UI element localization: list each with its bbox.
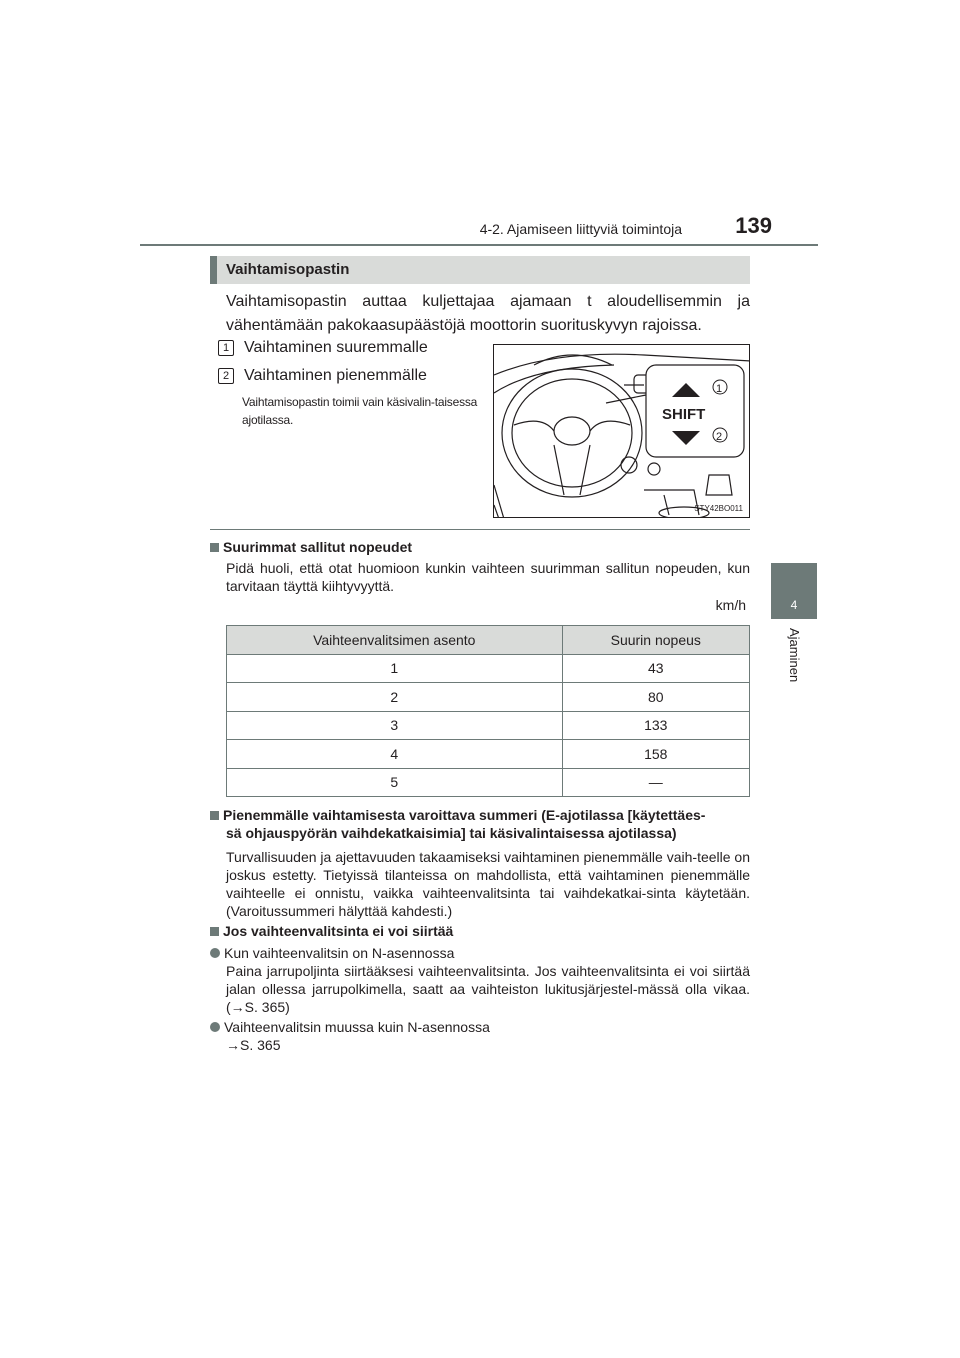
buzzer-text: Turvallisuuden ja ajettavuuden takaamiseksi vaihtaminen pienemmälle vaih-teelle on joskus estetty. Tietyissä tilanteissa on mahdollista, että vaihtaminen pienemmälle vaihteelle ei onnistu, vaikka vaihteenvalitsinta tai vaihdekatkai-sinta käytetään. (Varoitussummeri hälyttää kahdesti.) <box>226 849 750 919</box>
stuck-bullet-2-title: Vaihteenvalitsin muussa kuin N-asennossa <box>210 1018 750 1036</box>
item-label: Vaihtaminen pienemmälle <box>244 367 427 384</box>
page-header <box>140 213 818 246</box>
intro-text: Vaihtamisopastin auttaa kuljettajaa ajamaan t aloudellisemmin ja vähentämään pakokaasupäästöjä moottorin suorituskyvyn rajoissa. <box>226 293 750 334</box>
stuck-bullet-2-text: →S. 365 <box>226 1037 281 1053</box>
number-badge: 1 <box>218 340 234 356</box>
callout-up: 1 <box>716 383 723 395</box>
number-badge: 2 <box>218 368 234 384</box>
table-row <box>227 654 750 683</box>
table-cell: 1 <box>227 654 563 683</box>
buzzer-heading: Pienemmälle vaihtamisesta varoittava summeri (E-ajotilassa [käytettäes- sä ohjauspyörän vaihdekatkaisimia] tai käsivalintaisessa ajotilassa) <box>210 806 750 842</box>
table-row <box>227 740 750 769</box>
table-cell: 2 <box>227 683 563 712</box>
item-shift-up <box>218 339 428 357</box>
item-shift-down <box>218 367 427 385</box>
stuck-heading: Jos vaihteenvalitsinta ei voi siirtää <box>210 922 453 940</box>
table-row <box>227 768 750 797</box>
figure-code: STY42BO011 <box>694 504 743 513</box>
callout-down: 2 <box>716 431 723 443</box>
chapter-label: Ajaminen <box>787 628 802 683</box>
dashboard-figure <box>493 344 750 518</box>
table-cell: 158 <box>562 740 749 769</box>
speeds-text: Pidä huoli, että otat huomioon kunkin vaihteen suurimman sallitun nopeuden, kun tarvitaan täyttä kiihtyvyyttä. <box>226 560 750 594</box>
shift-label: SHIFT <box>662 406 706 423</box>
table-cell: 4 <box>227 740 563 769</box>
table-row <box>227 711 750 740</box>
header-section: 4-2. Ajamiseen liittyviä toimintoja <box>479 221 682 237</box>
dot-bullet-icon <box>210 1022 220 1032</box>
table-cell: — <box>562 768 749 797</box>
column-header: Suurin nopeus <box>562 626 749 655</box>
page-number: 139 <box>735 213 772 238</box>
table-cell: 133 <box>562 711 749 740</box>
speed-table <box>226 625 750 797</box>
dashboard-illustration <box>494 345 750 518</box>
speeds-heading: Suurimmat sallitut nopeudet <box>210 538 412 556</box>
square-bullet-icon <box>210 543 219 552</box>
table-row <box>227 683 750 712</box>
square-bullet-icon <box>210 811 219 820</box>
square-bullet-icon <box>210 927 219 936</box>
item-label: Vaihtaminen suuremmalle <box>244 339 428 356</box>
stuck-bullet-1-title: Kun vaihteenvalitsin on N-asennossa <box>210 944 750 962</box>
column-header: Vaihteenvalitsimen asento <box>227 626 563 655</box>
note-text: Vaihtamisopastin toimii vain käsivalin-taisessa ajotilassa. <box>242 395 478 427</box>
section-title: Vaihtamisopastin <box>210 256 750 284</box>
table-cell: 43 <box>562 654 749 683</box>
table-cell: 3 <box>227 711 563 740</box>
stuck-bullet-1-text: Paina jarrupoljinta siirtääksesi vaihteenvalitsinta. Jos vaihteenvalitsinta ei voi siirtää jalan ollessa jarrupolkimella, saatt aa vaihteiston lukitusjärjestel-mässä olla vikaa. (→S. 365) <box>226 963 750 1015</box>
speed-unit: km/h <box>715 597 746 613</box>
table-cell: 5 <box>227 768 563 797</box>
chapter-tab: 4 <box>771 563 817 619</box>
table-cell: 80 <box>562 683 749 712</box>
dot-bullet-icon <box>210 948 220 958</box>
section-divider <box>210 529 750 530</box>
table-header-row <box>227 626 750 655</box>
